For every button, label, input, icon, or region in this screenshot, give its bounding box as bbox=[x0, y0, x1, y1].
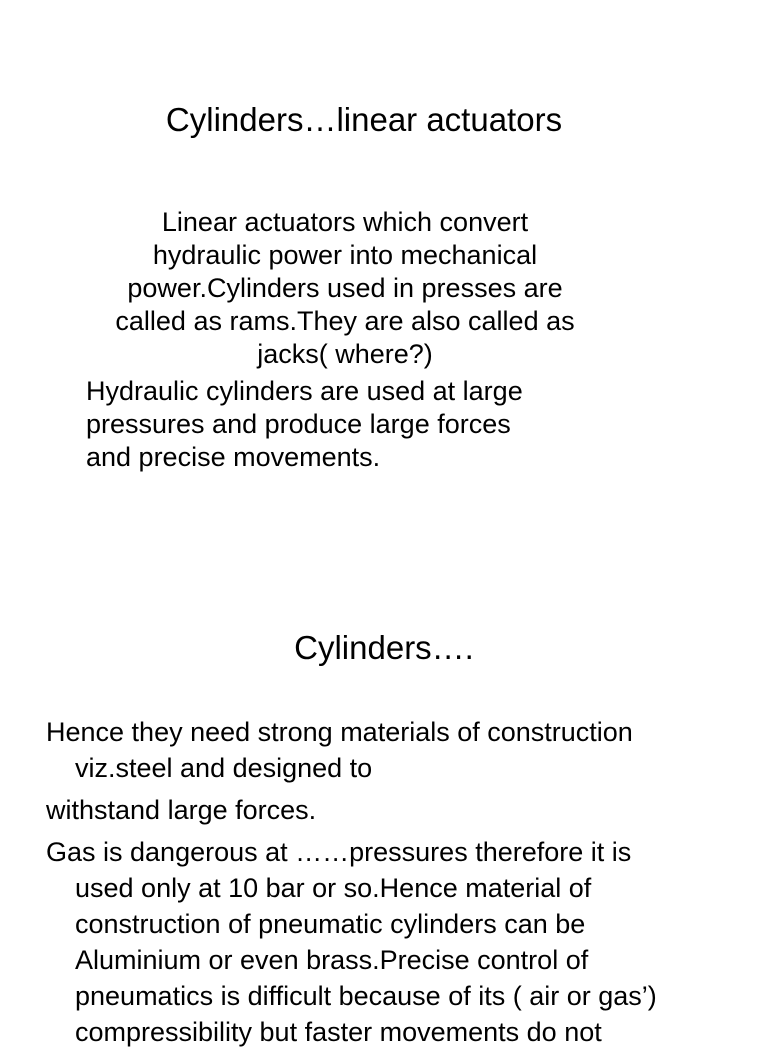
text-line: compressibility but faster movements do not bbox=[75, 1017, 602, 1047]
slide-title: Cylinders…. bbox=[294, 629, 474, 666]
text-line: hydraulic power into mechanical bbox=[152, 240, 538, 270]
intro-paragraph bbox=[85, 206, 605, 371]
text-line: Hydraulic cylinders are used at large bbox=[86, 376, 523, 406]
paragraph bbox=[46, 714, 657, 786]
text-line: power.Cylinders used in presses are bbox=[127, 273, 563, 303]
text-line: viz.steel and designed to bbox=[75, 753, 373, 783]
hydraulic-paragraph bbox=[86, 375, 523, 474]
text-line: withstand large forces. bbox=[46, 795, 317, 825]
text-line: Gas is dangerous at ……pressures therefore it is bbox=[46, 837, 632, 867]
slide-2 bbox=[0, 576, 768, 1047]
paragraph bbox=[46, 834, 657, 1050]
body-text bbox=[46, 714, 657, 1056]
slide-title: Cylinders…linear actuators bbox=[165, 101, 563, 138]
text-line: pressures and produce large forces bbox=[86, 409, 511, 439]
text-line: and precise movements. bbox=[86, 442, 381, 472]
text-line: pneumatics is difficult because of its ( air or gas’) bbox=[75, 981, 657, 1011]
text-line: Hence they need strong materials of construction bbox=[46, 717, 633, 747]
text-line: called as rams.They are also called as bbox=[115, 306, 575, 336]
paragraph bbox=[46, 792, 657, 828]
text-line: used only at 10 bar or so.Hence material of bbox=[75, 873, 592, 903]
text-line: construction of pneumatic cylinders can be bbox=[75, 909, 586, 939]
text-line: Aluminium or even brass.Precise control of bbox=[75, 945, 589, 975]
text-line: jacks( where?) bbox=[257, 339, 433, 369]
text-line: Linear actuators which convert bbox=[161, 207, 529, 237]
